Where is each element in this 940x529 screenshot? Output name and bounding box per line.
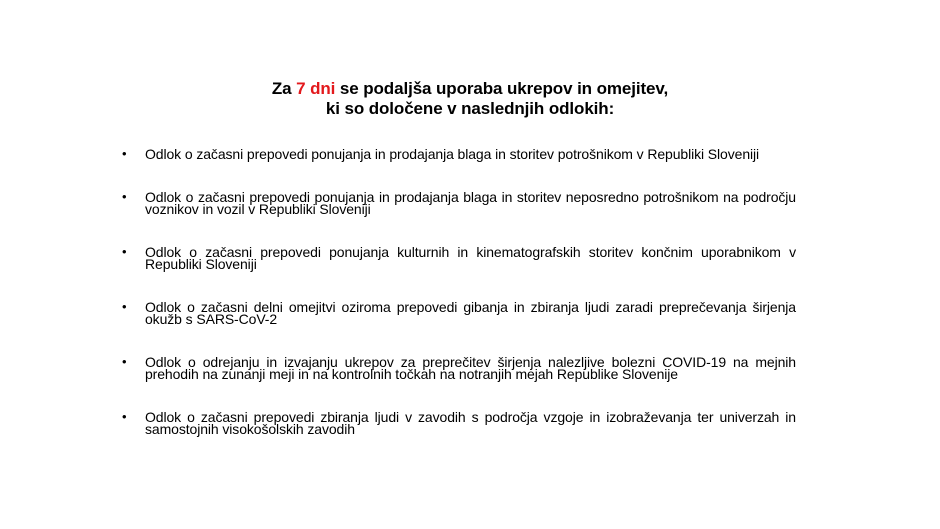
- title-line-2: ki so določene v naslednjih odlokih:: [325, 99, 615, 118]
- bullet-icon: •: [122, 189, 127, 204]
- decree-list: [118, 148, 796, 435]
- title-prefix: Za: [271, 79, 297, 98]
- title-line-1: [0, 79, 940, 99]
- bullet-icon: •: [122, 299, 127, 314]
- list-item: [118, 246, 796, 270]
- list-item-text: Odlok o začasni prepovedi ponujanja in prodajanja blaga in storitev neposredno potrošnikom na področju voznikov in vozil v Republiki Sloveniji: [145, 189, 796, 217]
- list-item: [118, 411, 796, 435]
- list-item: [118, 191, 796, 215]
- bullet-icon: •: [122, 146, 127, 161]
- list-item-text: Odlok o odrejanju in izvajanju ukrepov za preprečitev širjenja nalezljive bolezni COVID-19 na mejnih prehodih na zunanji meji in na kontrolnih točkah na notranjih mejah Republike Slovenije: [145, 354, 796, 382]
- bullet-icon: •: [122, 244, 127, 259]
- list-item-text: Odlok o začasni delni omejitvi oziroma prepovedi gibanja in zbiranja ljudi zaradi preprečevanja širjenja okužb s SARS-CoV-2: [145, 299, 796, 327]
- slide-title: [0, 79, 940, 119]
- list-item-text: Odlok o začasni prepovedi ponujanja kulturnih in kinematografskih storitev končnim uporabnikom v Republiki Sloveniji: [145, 244, 796, 272]
- list-item: [118, 356, 796, 380]
- bullet-icon: •: [122, 409, 127, 424]
- list-item-text: Odlok o začasni prepovedi zbiranja ljudi v zavodih s področja vzgoje in izobraževanja ter univerzah in samostojnih visokošolskih zavodih: [145, 409, 796, 437]
- list-item: [118, 148, 796, 160]
- title-suffix: se podaljša uporaba ukrepov in omejitev,: [335, 79, 669, 98]
- list-item-text: Odlok o začasni prepovedi ponujanja in prodajanja blaga in storitev potrošnikom v Republiki Sloveniji: [145, 146, 760, 162]
- bullet-icon: •: [122, 354, 127, 369]
- title-highlight: 7 dni: [296, 79, 336, 98]
- list-item: [118, 301, 796, 325]
